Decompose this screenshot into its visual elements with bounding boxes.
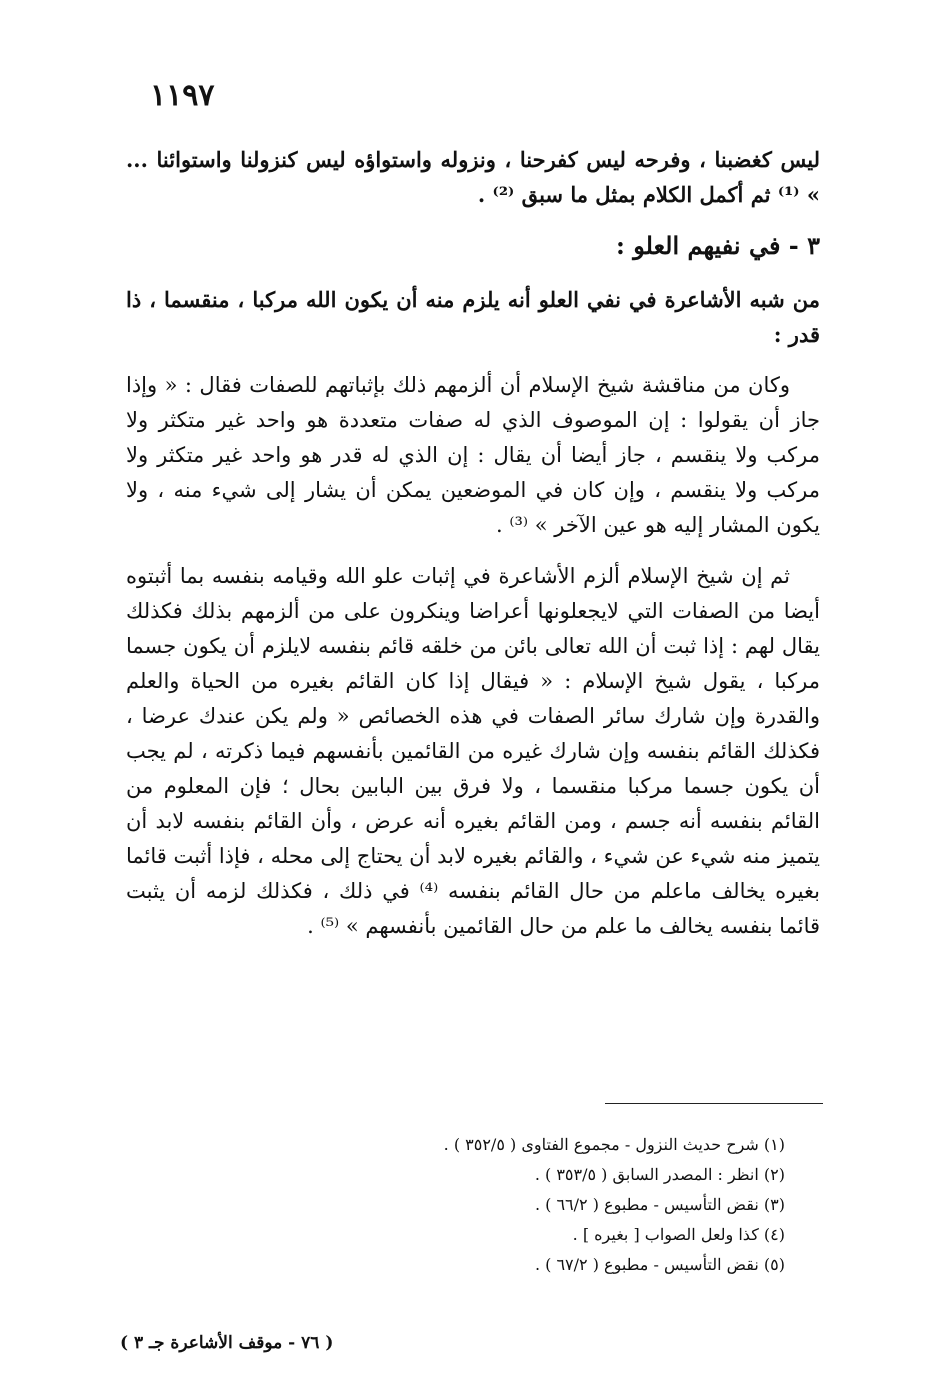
page-number: ١١٩٧ (150, 78, 215, 113)
paragraph-spacer (126, 543, 820, 559)
footnote-divider (605, 1103, 823, 1104)
main-text (126, 142, 820, 944)
paragraph-discussion: وكان من مناقشة شيخ الإسلام أن ألزمهم ذلك بإثباتهم للصفات فقال : « وإذا جاز أن يقولوا : إن الموصوف الذي له صفات متعددة هو واحد غير متكثر ولا مركب ولا ينقسم ، جاز أيضا أن يقال : إن الذي له قدر هو واحد غير متكثر ولا مركب ولا ينقسم ، وإن كان في الموضعين يمكن أن يشار إلى شيء منه ، ولا يكون المشار إليه هو عين الآخر » ⁽³⁾ . (126, 373, 820, 537)
footnote-item: (٥) نقض التأسيس - مطبوع ( ٦٧/٢ ) . (534, 1255, 785, 1274)
footnotes-list (200, 1130, 785, 1280)
paragraph-spacer (126, 352, 820, 368)
footnote-item: (٤) كذا ولعل الصواب [ بغيره ] . (572, 1225, 785, 1244)
paragraph-doubt: من شبه الأشاعرة في نفي العلو أنه يلزم منه أن يكون الله مركبا ، منقسما ، ذا قدر : (126, 287, 820, 347)
page-footer: ( ٧٦ - موقف الأشاعرة جـ ٣ ) (120, 1333, 334, 1353)
paragraph-intro: ليس كغضبنا ، وفرحه ليس كفرحنا ، ونزوله واستواؤه ليس كنزولنا واستوائنا ... » ⁽¹⁾ ثم أكمل الكلام بمثل ما سبق ⁽²⁾ . (126, 147, 820, 207)
footnote-item: (٣) نقض التأسيس - مطبوع ( ٦٦/٢ ) . (534, 1195, 785, 1214)
footnote-item: (٢) انظر : المصدر السابق ( ٣٥٣/٥ ) . (534, 1165, 785, 1184)
footnote-item: (١) شرح حديث النزول - مجموع الفتاوى ( ٣٥٢/٥ ) . (443, 1135, 785, 1154)
paragraph-argument: ثم إن شيخ الإسلام ألزم الأشاعرة في إثبات علو الله وقيامه بنفسه بما أثبتوه أيضا من الصفات التي لايجعلونها أعراضا وينكرون على من ألزمهم بذلك فكذلك يقال لهم : إذا ثبت أن الله تعالى بائن من خلقه قائم بنفسه لايلزم أن يكون جسما مركبا ، يقول شيخ الإسلام : « فيقال إذا كان القائم بغيره من الحياة والعلم والقدرة وإن شارك سائر الصفات في هذه الخصائص « ولم يكن عندك عرضا ، فكذلك القائم بنفسه وإن شارك غيره من القائمين بأنفسهم فيما ذكرته ، لم يجب أن يكون جسما مركبا منقسما ، ولا فرق بين البابين بحال ؛ فإن المعلوم من القائم بنفسه أنه جسم ، ومن القائم بغيره أنه عرض ، وأن القائم بنفسه لابد أن يتميز منه شيء عن شيء ، والقائم بغيره لابد أن يحتاج إلى محله ، فإذا أثبت قائما بغيره يخالف ماعلم من حال القائم بنفسه ⁽⁴⁾ في ذلك ، فكذلك لزمه أن يثبت قائما بنفسه يخالف ما علم من حال القائمين بأنفسهم » ⁽⁵⁾ . (126, 564, 821, 938)
section-heading: ٣ - في نفيهم العلو : (616, 231, 820, 260)
